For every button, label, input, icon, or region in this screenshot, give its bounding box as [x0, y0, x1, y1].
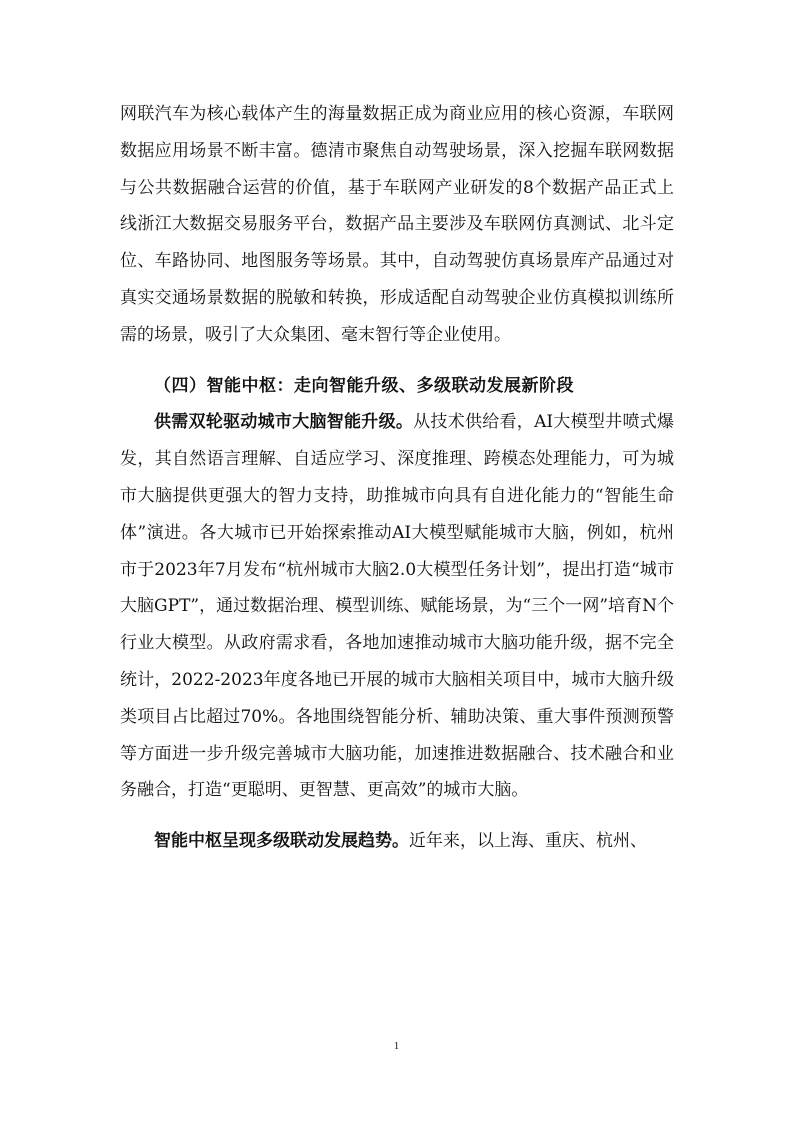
- page-number: 1: [393, 1040, 400, 1052]
- section-heading: （四）智能中枢：走向智能升级、多级联动发展新阶段: [154, 375, 574, 396]
- paragraph-connected-vehicles: 网联汽车为核心载体产生的海量数据正成为商业应用的核心资源，车联网数据应用场景不断丰富。德清市聚焦自动驾驶场景，深入挖掘车联网数据与公共数据融合运营的价值，基于车联网产业研发的8个数据产品正式上线浙江大数据交易服务平台，数据产品主要涉及车联网仿真测试、北斗定位、车路协同、地图服务等场景。其中，自动驾驶仿真场景库产品通过对真实交通场景数据的脱敏和转换，形成适配自动驾驶企业仿真模拟训练所需的场景，吸引了大众集团、毫末智行等企业使用。: [120, 104, 674, 345]
- paragraph-lead-bold: 供需双轮驱动城市大脑智能升级。: [154, 412, 414, 433]
- paragraph-body-text: 近年来，以上海、重庆、杭州、: [409, 831, 647, 852]
- paragraph-multilevel-linkage: [120, 823, 674, 860]
- paragraph-gap: [120, 809, 674, 823]
- paragraph-city-brain-upgrade: [120, 404, 674, 809]
- paragraph-gap: [120, 354, 674, 368]
- document-body: [120, 96, 674, 860]
- paragraph-lead-bold: 智能中枢呈现多级联动发展趋势。: [154, 831, 409, 852]
- paragraph-body-text: 从技术供给看，AI大模型井喷式爆发，其自然语言理解、自适应学习、深度推理、跨模态处理能力，可为城市大脑提供更强大的智力支持，助推城市向具有自进化能力的“智能生命体”演进。各大城市已开始探索推动AI大模型赋能城市大脑，例如，杭州市于2023年7月发布“杭州城市大脑2.0大模型任务计划”，提出打造“城市大脑GPT”，通过数据治理、模型训练、赋能场景，为“三个一网”培育N个行业大模型。从政府需求看，各地加速推动城市大脑功能升级，据不完全统计，2022-2023年度各地已开展的城市大脑相关项目中，城市大脑升级类项目占比超过70%。各地围绕智能分析、辅助决策、重大事件预测预警等方面进一步升级完善城市大脑功能，加速推进数据融合、技术融合和业务融合，打造“更聪明、更智慧、更高效”的城市大脑。: [120, 412, 674, 801]
